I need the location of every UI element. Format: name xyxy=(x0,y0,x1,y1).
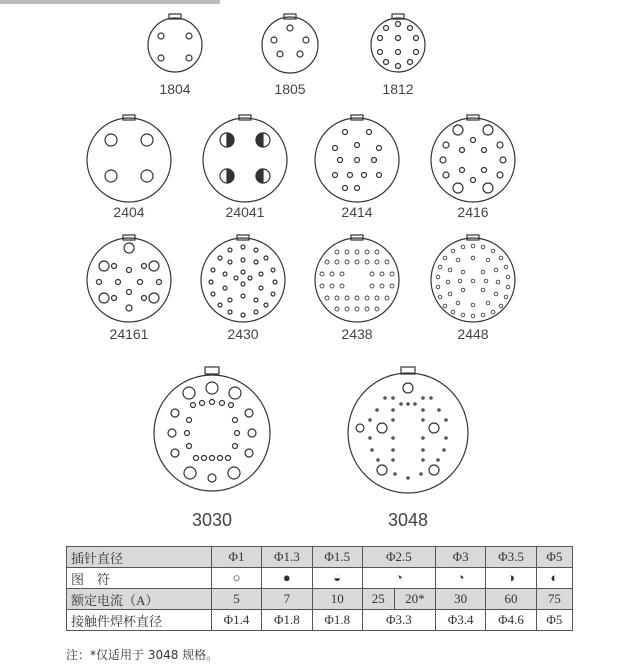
label-3030: 3030 xyxy=(191,510,233,530)
label-3048: 3048 xyxy=(387,510,429,530)
connector-2438 xyxy=(315,235,399,322)
label-2438: 2438 xyxy=(341,326,373,342)
label-1805: 1805 xyxy=(274,81,306,97)
label-2416: 2416 xyxy=(457,204,489,220)
table-cell: Φ5 xyxy=(536,610,572,631)
connector-1805 xyxy=(262,14,318,73)
label-2414: 2414 xyxy=(341,204,373,220)
connector-1812 xyxy=(371,14,425,72)
row-header: 接触件焊杯直径 xyxy=(67,610,212,631)
row-header: 额定电流（A） xyxy=(67,589,212,610)
table-cell: ○ xyxy=(211,568,261,589)
table-row-pin-diameter xyxy=(67,547,573,568)
table-cell: 5 xyxy=(211,589,261,610)
table-row-rated-current xyxy=(67,589,573,610)
table-cell: Φ5 xyxy=(536,547,572,568)
connector-1804 xyxy=(148,14,202,72)
table-cell: Φ1.8 xyxy=(312,610,362,631)
label-24041: 24041 xyxy=(225,204,265,220)
connector-2430 xyxy=(201,235,285,322)
table-cell: Φ1.3 xyxy=(262,547,312,568)
connector-24161 xyxy=(87,235,171,322)
table-cell: 7 xyxy=(262,589,312,610)
table-cell: Φ3 xyxy=(436,547,486,568)
table-cell: 20* xyxy=(394,589,435,610)
table-cell: Φ3.4 xyxy=(436,610,486,631)
connector-2416 xyxy=(431,115,515,202)
label-2448: 2448 xyxy=(457,326,489,342)
label-2404: 2404 xyxy=(113,204,145,220)
label-2430: 2430 xyxy=(227,326,259,342)
footnote: 注：*仅适用于 3048 规格。 xyxy=(66,648,219,662)
connector-2414 xyxy=(315,115,399,202)
row-header: 插针直径 xyxy=(67,547,212,568)
table-cell: Φ3.3 xyxy=(362,610,435,631)
table-cell: Φ2.5 xyxy=(362,547,435,568)
table-cell: Φ3.5 xyxy=(486,547,536,568)
table-cell: ● xyxy=(262,568,312,589)
label-1812: 1812 xyxy=(382,81,414,97)
label-24161: 24161 xyxy=(109,326,149,342)
table-cell: Φ1 xyxy=(211,547,261,568)
table-cell: 30 xyxy=(436,589,486,610)
table-cell: Φ1.5 xyxy=(312,547,362,568)
connector-24041 xyxy=(203,115,287,202)
table-row-solder-cup xyxy=(67,610,573,631)
table-cell: Φ1.8 xyxy=(262,610,312,631)
table-cell: ◐ xyxy=(536,568,572,589)
table-cell: 10 xyxy=(312,589,362,610)
spec-table xyxy=(66,546,573,631)
connector-2448 xyxy=(431,235,515,322)
table-cell: 75 xyxy=(536,589,572,610)
table-row-symbol xyxy=(67,568,573,589)
connector-3048 xyxy=(348,367,468,493)
table-cell: ◑ xyxy=(486,568,536,589)
table-cell: 60 xyxy=(486,589,536,610)
table-cell: Φ1.4 xyxy=(211,610,261,631)
table-cell: ◔ xyxy=(362,568,435,589)
label-1804: 1804 xyxy=(159,81,191,97)
table-cell: 25 xyxy=(362,589,394,610)
connector-3030 xyxy=(154,367,270,491)
row-header: 图 符 xyxy=(67,568,212,589)
connector-2404 xyxy=(87,115,171,202)
table-cell: ◒ xyxy=(312,568,362,589)
table-cell: Φ4.6 xyxy=(486,610,536,631)
table-cell: ◔ xyxy=(436,568,486,589)
